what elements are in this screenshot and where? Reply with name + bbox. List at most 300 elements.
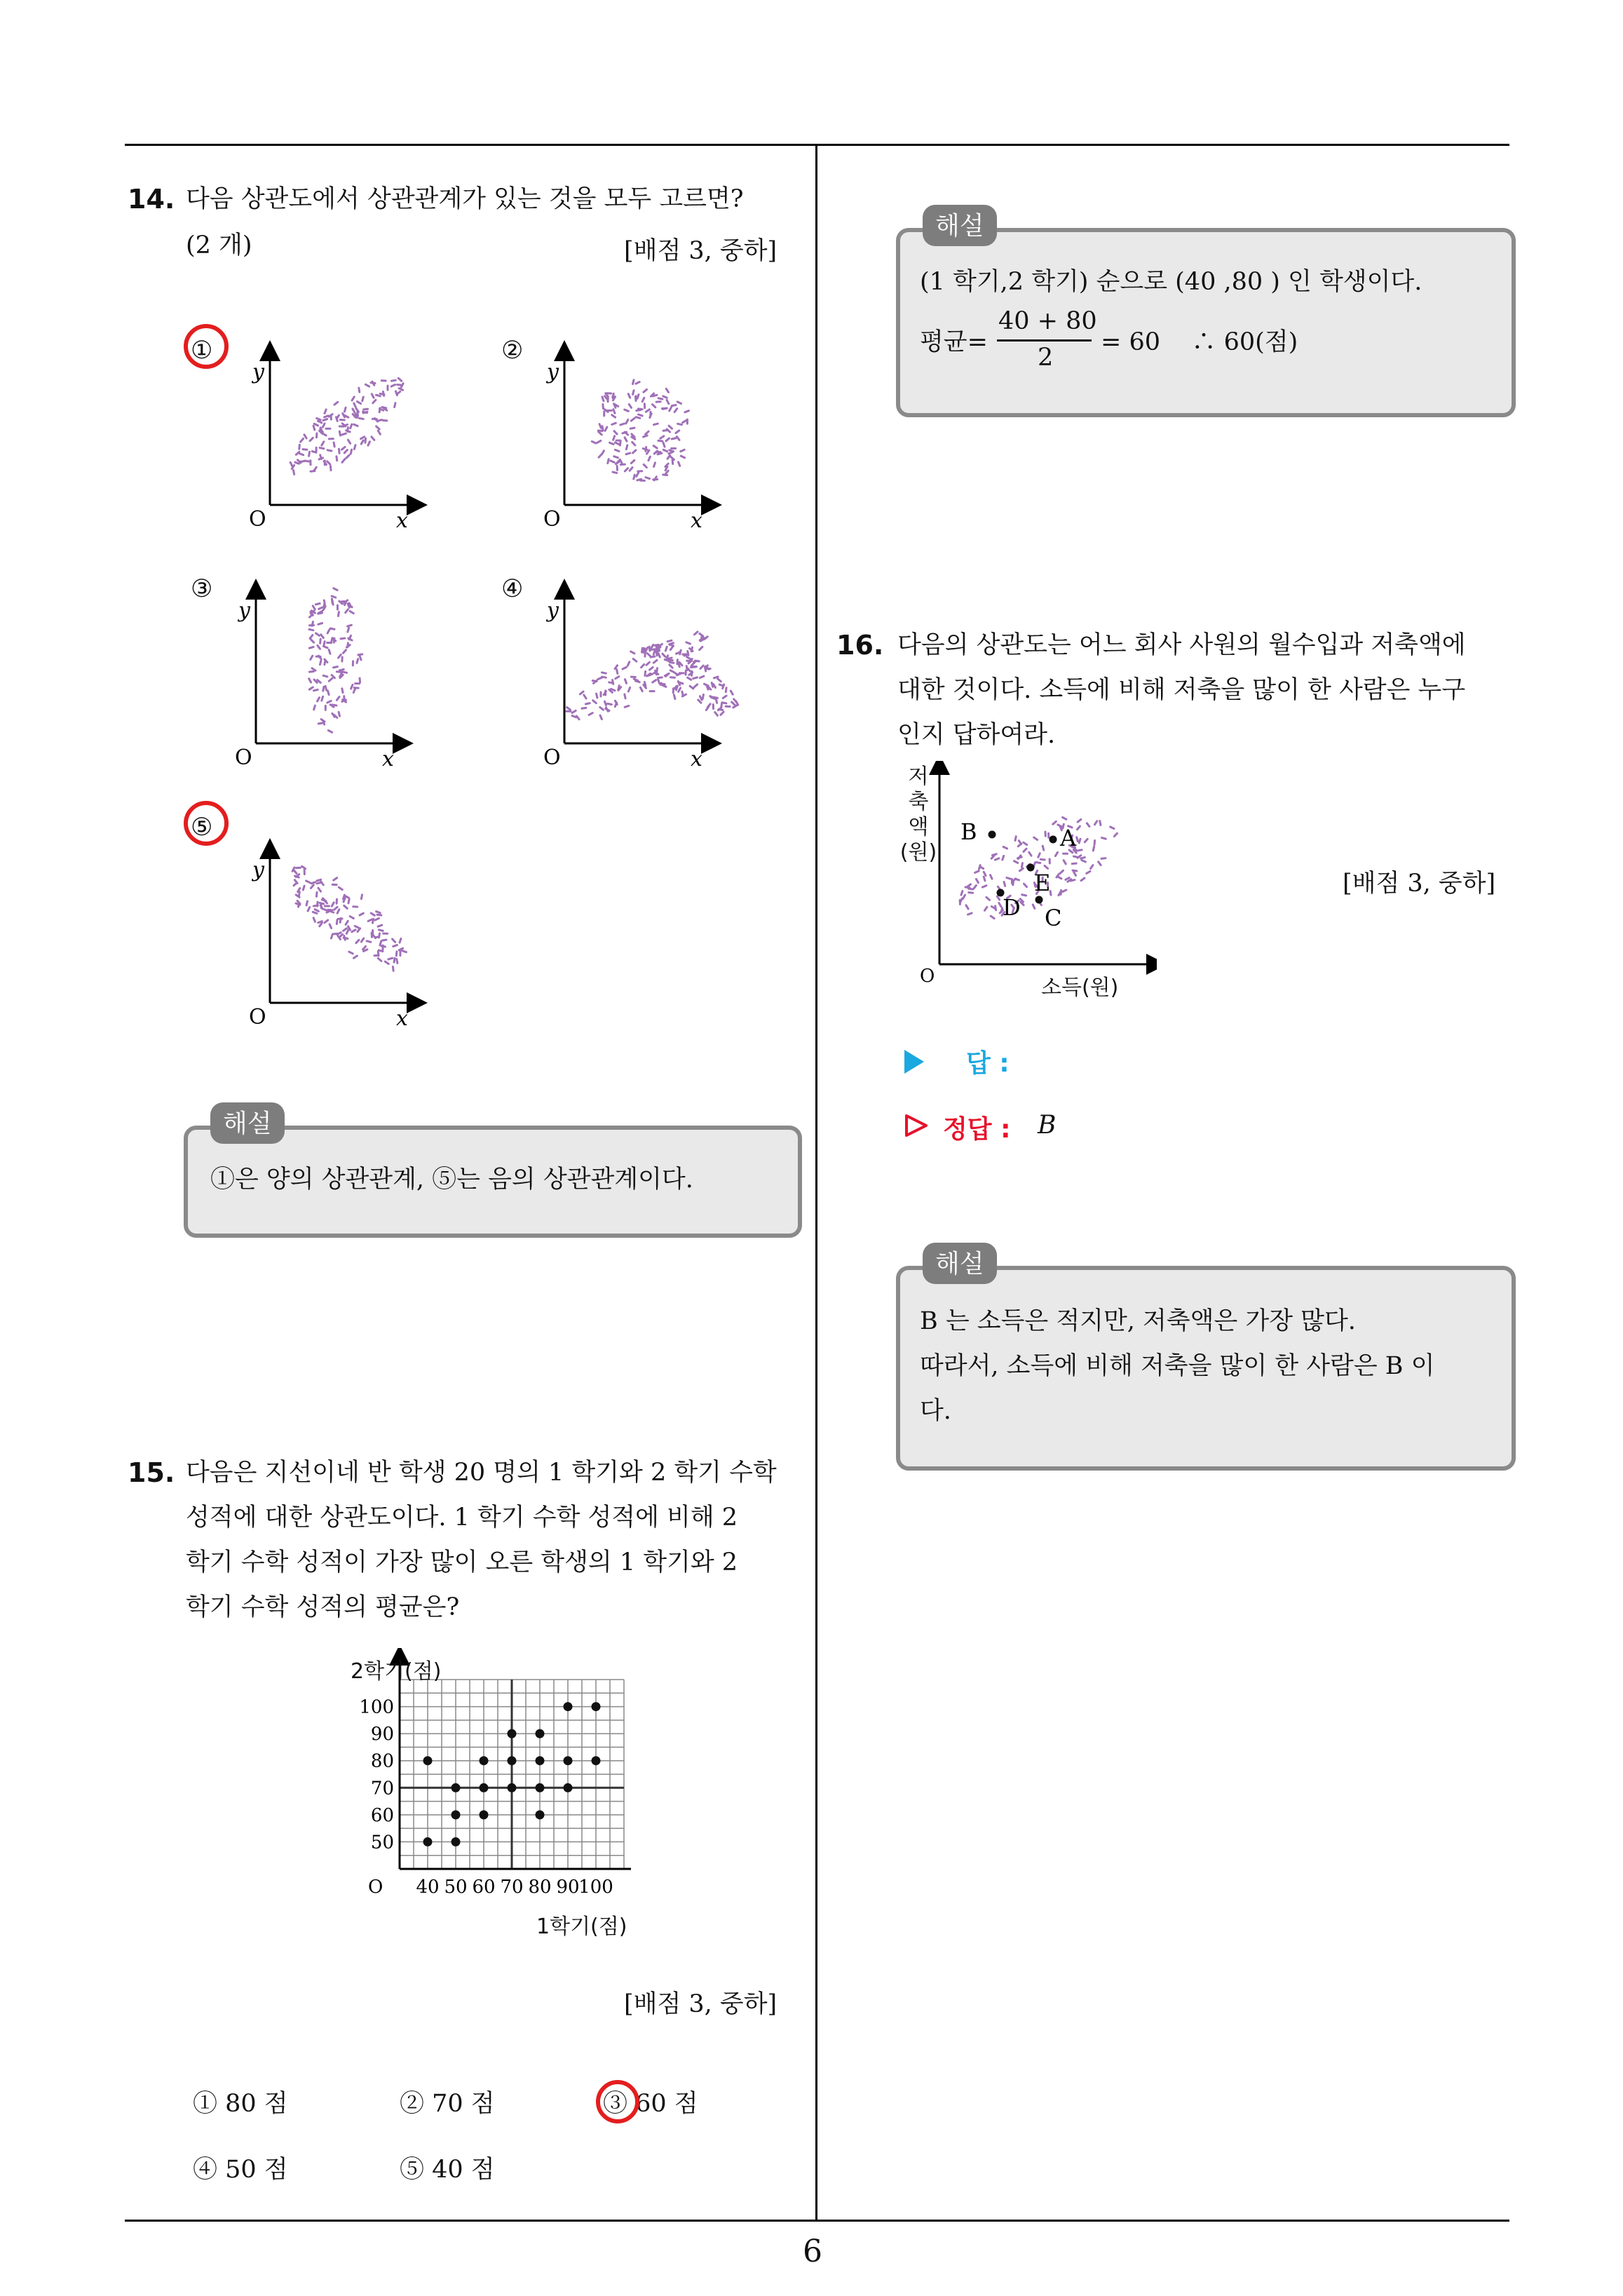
scatter-dash <box>694 684 698 687</box>
scatter-dash <box>626 453 630 454</box>
scatter-dash <box>398 378 401 381</box>
q15-choice-1[interactable]: ① 80 점 <box>193 2090 288 2118</box>
scatter-dash <box>680 650 681 654</box>
scatter-dash <box>318 623 322 625</box>
scatter-dash <box>1021 863 1022 867</box>
scatter-dash <box>627 662 629 666</box>
scatter-dash <box>671 457 674 460</box>
question-15-line-2: 성적에 대한 상관도이다. 1 학기 수학 성적에 비해 2 <box>186 1504 738 1532</box>
scatter-dash <box>585 703 590 704</box>
scatter-dash <box>657 668 658 673</box>
scatter-dash <box>373 400 376 403</box>
scatter-dash <box>967 884 971 886</box>
scatter-dash <box>367 941 371 942</box>
scatter-dash <box>313 912 317 913</box>
scatter-dash <box>1073 870 1077 871</box>
scatter-dash <box>334 667 338 668</box>
scatter-dash <box>636 382 639 384</box>
scatter-dash <box>362 397 364 401</box>
scatter-dash <box>612 415 616 417</box>
scatter-dash <box>651 644 653 648</box>
scatter-dash <box>371 913 374 915</box>
scatter-dash <box>306 881 310 883</box>
scatter-dash <box>672 459 673 464</box>
scatter-dash <box>321 882 324 885</box>
scatter-dash <box>332 596 336 597</box>
scatter-dash <box>984 872 986 875</box>
scatter-dash <box>1102 838 1106 839</box>
scatter-dash <box>312 622 313 626</box>
scatter-dash <box>1024 884 1026 886</box>
scatter-dash <box>341 638 345 639</box>
scatter-dash <box>625 680 626 684</box>
scatter-dash <box>394 958 395 962</box>
scatter-dash <box>631 418 634 421</box>
origin-label: O <box>249 507 266 532</box>
scatter-dash <box>1073 856 1078 857</box>
y-axis-label: y <box>547 360 559 384</box>
scatter-dash <box>318 888 321 891</box>
q15-grid <box>400 1680 624 1869</box>
q16-explain-line-2: 따라서, 소득에 비해 저축을 많이 한 사람은 B 이 <box>920 1352 1435 1380</box>
point-a <box>1050 836 1057 844</box>
scatter-dash <box>1017 857 1021 858</box>
scatter-dash <box>602 426 603 431</box>
scatter-dash <box>378 420 382 421</box>
fraction-numerator: 40 + 80 <box>998 307 1097 335</box>
scatter-dash <box>310 438 313 440</box>
q14-option-4[interactable]: ④ <box>501 575 524 603</box>
scatter-dash <box>346 930 348 933</box>
data-point <box>451 1810 461 1819</box>
scatter-dash <box>315 603 320 604</box>
q16-explain-line-3: 다. <box>920 1397 951 1425</box>
scatter-dash <box>966 905 968 909</box>
data-point <box>536 1756 545 1765</box>
scatter-dash <box>633 391 634 395</box>
scatter-dash <box>960 898 963 902</box>
bottom-rule <box>125 2220 1509 2222</box>
scatter-dash <box>311 882 315 884</box>
x-tick-label: 40 <box>416 1877 440 1898</box>
selected-mark-option-5 <box>184 801 229 846</box>
figure-3-dots <box>309 588 362 733</box>
scatter-dash <box>376 395 380 396</box>
scatter-dash <box>324 600 325 605</box>
scatter-dash <box>736 701 738 705</box>
scatter-dash <box>322 442 324 445</box>
scatter-dash <box>646 647 648 651</box>
scatter-dash <box>602 397 604 401</box>
scatter-dash <box>1033 905 1035 908</box>
scatter-dash <box>349 952 353 954</box>
q15-choice-2[interactable]: ② 70 점 <box>400 2090 495 2118</box>
scatter-dash <box>313 918 315 922</box>
scatter-dash <box>1074 872 1076 875</box>
data-point <box>508 1729 517 1738</box>
scatter-dash <box>1003 856 1004 860</box>
scatter-dash <box>393 945 398 947</box>
scatter-dash <box>672 438 676 439</box>
scatter-dash <box>360 656 361 660</box>
question-14-score: [배점 3, 중하] <box>624 237 777 265</box>
scatter-dash <box>617 670 618 674</box>
scatter-dash <box>572 710 576 713</box>
selected-mark-option-1 <box>184 324 229 369</box>
scatter-dash <box>637 395 639 399</box>
scatter-dash <box>322 424 325 427</box>
scatter-dash <box>339 934 342 937</box>
origin-label: O <box>249 1005 266 1029</box>
scatter-dash <box>340 420 344 421</box>
scatter-dash <box>1087 871 1090 873</box>
scatter-dash <box>663 396 667 398</box>
scatter-dash <box>686 642 691 644</box>
scatter-dash <box>309 679 311 682</box>
y-axis-label: y <box>547 598 559 623</box>
scatter-dash <box>597 440 601 443</box>
scatter-dash <box>346 609 348 613</box>
scatter-dash <box>1087 823 1089 827</box>
data-point <box>480 1810 489 1819</box>
scatter-dash <box>352 930 355 932</box>
scatter-dash <box>324 642 325 646</box>
scatter-dash <box>611 461 614 462</box>
scatter-dash <box>380 941 381 945</box>
scatter-dash <box>313 905 318 906</box>
scatter-dash <box>309 647 313 648</box>
scatter-dash <box>393 939 395 942</box>
scatter-dash <box>348 625 352 626</box>
scatter-dash <box>334 402 338 405</box>
scatter-dash <box>674 695 675 699</box>
question-16-number: 16. <box>836 630 884 661</box>
scatter-dash <box>654 463 656 467</box>
data-point <box>451 1837 461 1846</box>
scatter-dash <box>653 660 657 663</box>
scatter-dash <box>344 898 345 902</box>
scatter-dash <box>334 878 337 880</box>
question-14-scatter-figures <box>175 309 876 1045</box>
scatter-dash <box>352 397 354 400</box>
q15-choice-3[interactable]: ③ 60 점 <box>603 2090 698 2118</box>
scatter-dash <box>670 677 674 678</box>
scatter-dash <box>584 695 586 698</box>
data-point <box>480 1756 489 1765</box>
scatter-dash <box>714 697 718 698</box>
scatter-dash <box>669 426 672 428</box>
scatter-dash <box>976 879 978 882</box>
q14-option-1[interactable]: ① <box>191 337 213 365</box>
scatter-dash <box>354 424 358 426</box>
q15-explain-line-1: (1 학기,2 학기) 순으로 (40 ,80 ) 인 학생이다. <box>920 268 1422 296</box>
scatter-dash <box>316 633 320 635</box>
scatter-dash <box>1078 819 1081 822</box>
y-tick-label: 60 <box>370 1804 394 1826</box>
scatter-dash <box>646 410 649 412</box>
scatter-dash <box>1082 860 1086 862</box>
scatter-dash <box>313 689 318 690</box>
scatter-dash <box>379 408 380 412</box>
scatter-dash <box>663 450 667 451</box>
scatter-dash <box>685 411 689 412</box>
point-e <box>1027 864 1035 872</box>
scatter-dash <box>615 703 616 707</box>
scatter-dash <box>372 437 374 440</box>
x-tick-label: 100 <box>578 1877 613 1898</box>
scatter-dash <box>344 936 345 940</box>
data-point <box>536 1810 545 1819</box>
scatter-dash <box>630 468 632 471</box>
q15-scatter-chart <box>337 1648 673 1943</box>
scatter-dash <box>322 696 323 701</box>
scatter-dash <box>974 886 977 889</box>
data-point <box>536 1729 545 1738</box>
scatter-dash <box>299 454 304 455</box>
scatter-dash <box>1063 817 1066 819</box>
scatter-dash <box>364 409 368 410</box>
scatter-dash <box>679 462 680 466</box>
scatter-dash <box>997 896 999 900</box>
scatter-dash <box>315 910 318 912</box>
scatter-dash <box>1024 849 1026 851</box>
scatter-dash <box>669 452 673 454</box>
scatter-dash <box>361 440 363 444</box>
scatter-dash <box>294 870 297 874</box>
scatter-dash <box>354 403 356 407</box>
scatter-dash <box>606 708 609 710</box>
scatter-dash <box>1062 890 1066 892</box>
scatter-dash <box>1085 839 1087 842</box>
scatter-dash <box>677 437 679 440</box>
scatter-dash <box>343 414 345 417</box>
y-tick-label: 90 <box>370 1724 394 1745</box>
scatter-dash <box>341 447 345 450</box>
scatter-dash <box>599 424 601 428</box>
scatter-dash <box>361 895 362 899</box>
y-axis-label: y <box>238 598 250 623</box>
figure-1-dots <box>290 378 403 474</box>
scatter-dash <box>319 607 322 609</box>
scatter-dash <box>670 643 674 644</box>
q15-choice-4[interactable]: ④ 50 점 <box>193 2156 288 2184</box>
scatter-dash <box>625 468 627 471</box>
scatter-dash <box>318 921 322 923</box>
scatter-dash <box>1034 837 1038 839</box>
scatter-dash <box>1094 821 1096 825</box>
scatter-dash <box>723 684 724 689</box>
scatter-dash <box>299 445 300 449</box>
q14-option-3[interactable]: ③ <box>191 575 213 603</box>
scatter-dash <box>975 871 979 872</box>
scatter-dash <box>351 684 353 689</box>
scatter-dash <box>716 699 717 703</box>
scatter-dash <box>1018 844 1021 846</box>
x-axis-label: x <box>382 747 394 771</box>
scatter-dash <box>346 455 349 458</box>
scatter-dash <box>311 640 313 642</box>
scatter-dash <box>348 628 349 632</box>
scatter-dash <box>626 445 627 450</box>
x-tick-label: 70 <box>500 1877 524 1898</box>
scatter-dash <box>681 456 684 458</box>
question-14-note: (2 개) <box>186 231 252 259</box>
scatter-dash <box>658 677 662 678</box>
scatter-dash <box>295 462 299 464</box>
scatter-dash <box>391 385 395 386</box>
scatter-dash <box>372 394 374 398</box>
figure-2-dots <box>592 380 688 481</box>
scatter-dash <box>346 921 348 924</box>
q15-axes <box>359 1655 631 1898</box>
correct-label: 정답 : <box>943 1115 1011 1144</box>
scatter-dash <box>1081 878 1085 881</box>
scatter-dash <box>670 407 672 411</box>
scatter-dash <box>378 959 381 961</box>
q14-option-2[interactable]: ② <box>501 337 524 365</box>
scatter-dash <box>658 680 660 684</box>
scatter-dash <box>295 876 299 877</box>
scatter-dash <box>318 645 320 649</box>
scatter-dash <box>615 443 618 445</box>
scatter-dash <box>314 424 318 426</box>
q15-x-axis-label: 1학기(점) <box>536 1915 627 1939</box>
scatter-dash <box>330 466 331 471</box>
scatter-dash <box>330 628 334 629</box>
scatter-dash <box>599 454 602 457</box>
scatter-dash <box>608 703 612 704</box>
scatter-dash <box>640 687 642 691</box>
scatter-dash <box>600 707 604 710</box>
scatter-dash <box>625 410 629 411</box>
scatter-dash <box>700 666 703 668</box>
scatter-dash <box>631 651 634 654</box>
scatter-dash <box>995 858 999 860</box>
scatter-dash <box>337 910 339 913</box>
q15-choice-5[interactable]: ⑤ 40 점 <box>400 2156 495 2184</box>
point-c <box>1035 896 1043 904</box>
scatter-dash <box>309 614 312 617</box>
scatter-dash <box>723 696 726 698</box>
scatter-dash <box>646 478 650 479</box>
scatter-dash <box>314 705 315 710</box>
scatter-dash <box>388 958 393 959</box>
data-point <box>423 1837 433 1846</box>
scatter-dash <box>1015 837 1016 841</box>
scatter-dash <box>599 432 602 435</box>
scatter-dash <box>380 393 384 394</box>
scatter-dash <box>670 665 672 668</box>
scatter-dash <box>605 427 607 431</box>
question-16-score: [배점 3, 중하] <box>1343 870 1496 898</box>
scatter-dash <box>700 634 703 636</box>
q15-explain-tag: 해설 <box>923 205 997 246</box>
scatter-dash <box>653 446 657 448</box>
scatter-dash <box>653 680 656 682</box>
origin-label: O <box>235 745 252 770</box>
scatter-dash <box>647 654 650 656</box>
question-14-text: 다음 상관도에서 상관관계가 있는 것을 모두 고르면? <box>186 185 744 213</box>
scatter-dash <box>626 420 628 424</box>
scatter-dash <box>385 961 388 964</box>
scatter-dash <box>320 923 322 926</box>
scatter-dash <box>323 419 327 421</box>
scatter-dash <box>348 899 349 903</box>
scatter-dash <box>1003 847 1007 849</box>
scatter-dash <box>686 666 687 670</box>
scatter-dash <box>679 682 683 684</box>
scatter-dash <box>644 389 647 392</box>
scatter-dash <box>344 650 346 654</box>
scatter-dash <box>991 916 994 918</box>
point-label-e: E <box>1034 870 1051 896</box>
scatter-dash <box>968 913 972 914</box>
scatter-dash <box>311 656 313 659</box>
x-axis-label: x <box>691 747 702 771</box>
scatter-dash <box>702 694 703 698</box>
figure-5-dots <box>292 866 406 971</box>
scatter-dash <box>1078 826 1080 830</box>
scatter-dash <box>325 416 329 417</box>
scatter-dash <box>604 701 606 705</box>
scatter-dash <box>589 713 592 715</box>
scatter-dash <box>1024 842 1027 844</box>
scatter-dash <box>1072 863 1076 864</box>
scatter-dash <box>359 388 360 392</box>
scatter-dash <box>679 688 681 691</box>
scatter-dash <box>611 689 616 690</box>
scatter-dash <box>715 713 718 716</box>
scatter-dash <box>376 426 380 429</box>
point-label-b: B <box>960 818 977 845</box>
scatter-dash <box>698 700 701 703</box>
scatter-dash <box>290 462 292 466</box>
answer-arrow-icon <box>904 1050 924 1074</box>
scatter-dash <box>646 450 648 454</box>
scatter-dash <box>337 697 339 701</box>
scatter-dash <box>327 691 329 695</box>
scatter-dash <box>338 612 339 616</box>
scatter-dash <box>670 662 674 663</box>
correct-value: B <box>1038 1111 1057 1140</box>
scatter-dash <box>629 404 631 407</box>
scatter-dash <box>1099 862 1101 865</box>
scatter-dash <box>353 689 355 693</box>
y-tick-label: 80 <box>370 1750 394 1772</box>
scatter-dash <box>399 389 402 391</box>
scatter-dash <box>1077 837 1078 842</box>
scatter-dash <box>693 661 698 662</box>
scatter-dash <box>377 914 381 915</box>
scatter-dash <box>348 440 350 443</box>
q14-explain-text: ①은 양의 상관관계, ⑤는 음의 상관관계이다. <box>210 1166 693 1194</box>
data-point <box>592 1702 601 1711</box>
scatter-dash <box>325 686 326 690</box>
scatter-dash <box>321 635 324 638</box>
answer-label: 답 : <box>966 1049 1010 1078</box>
scatter-dash <box>714 677 718 678</box>
scatter-dash <box>615 666 618 669</box>
scatter-dash <box>336 417 337 421</box>
scatter-dash <box>637 410 641 411</box>
scatter-dash <box>613 472 617 473</box>
scatter-dash <box>667 455 670 459</box>
scatter-dash <box>592 441 595 443</box>
scatter-dash <box>360 437 364 439</box>
q14-option-5[interactable]: ⑤ <box>191 813 213 842</box>
data-point <box>508 1756 517 1765</box>
scatter-dash <box>343 672 347 673</box>
